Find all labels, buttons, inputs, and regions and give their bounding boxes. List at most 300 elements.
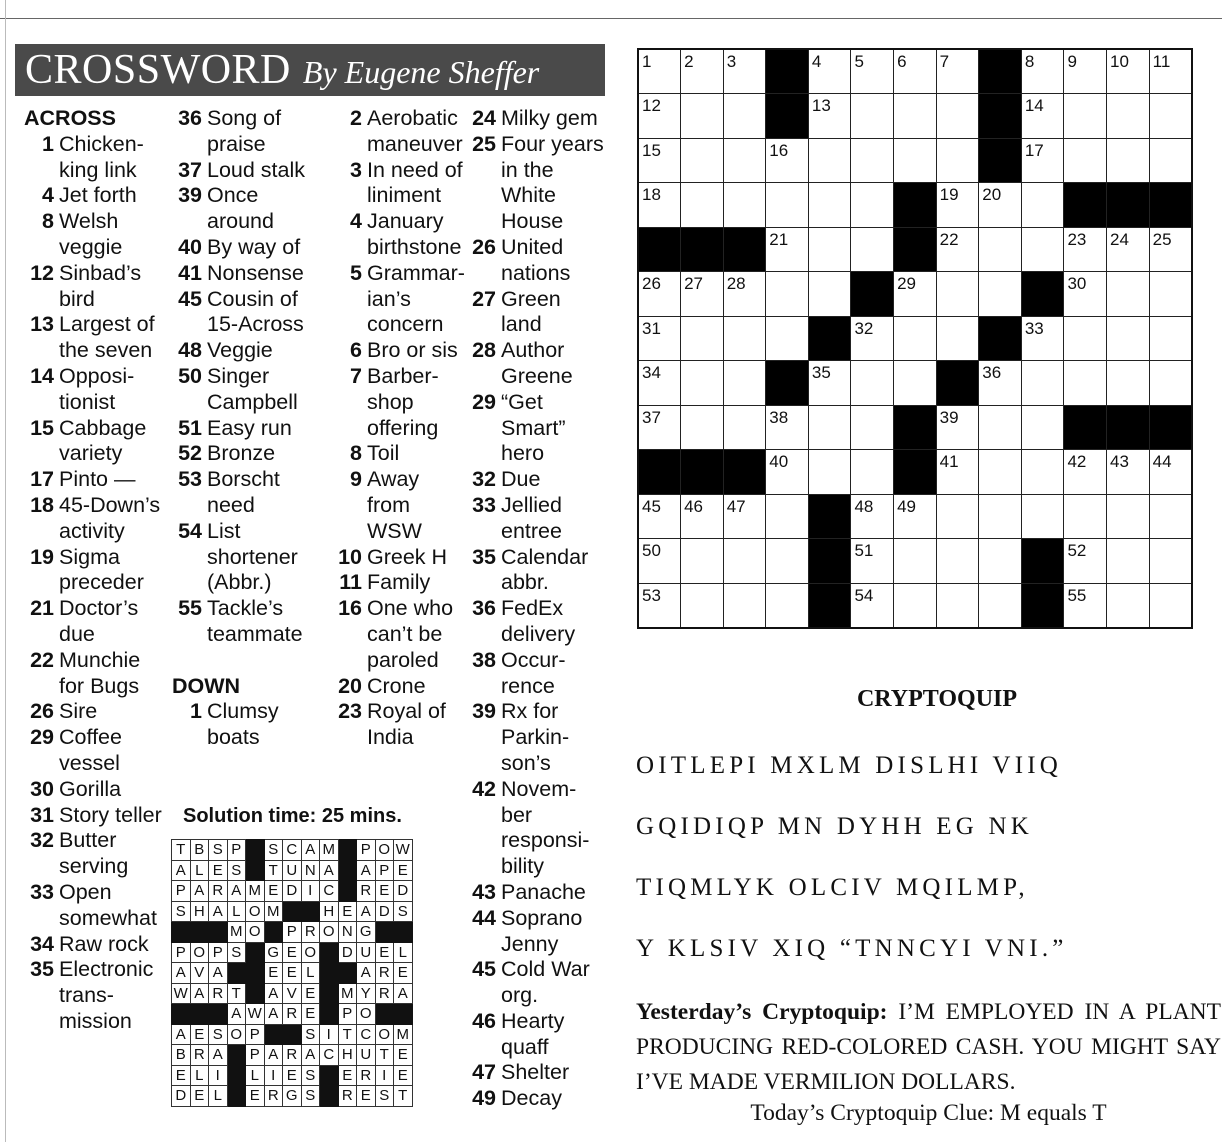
solution-letter: L: [394, 942, 413, 963]
grid-cell[interactable]: [638, 361, 681, 406]
clue-item: [24, 364, 164, 416]
grid-cell[interactable]: [638, 316, 681, 361]
grid-cell[interactable]: [723, 316, 766, 361]
grid-cell[interactable]: [681, 94, 724, 139]
solution-letter: S: [227, 860, 246, 881]
cell-number: 38: [769, 407, 789, 427]
solution-letter: D: [375, 901, 394, 922]
grid-cell[interactable]: [1149, 450, 1192, 495]
grid-cell[interactable]: [894, 494, 937, 539]
solution-letter: P: [246, 1045, 265, 1066]
clue-text: One who can’t be paroled: [367, 596, 454, 672]
clue-number: 36: [472, 596, 496, 621]
grid-cell[interactable]: [723, 361, 766, 406]
black-square: [894, 405, 937, 450]
grid-cell[interactable]: [638, 494, 681, 539]
grid-cell[interactable]: [681, 583, 724, 628]
clue-item: [332, 158, 464, 210]
solution-letter: M: [320, 840, 339, 861]
grid-cell[interactable]: [894, 49, 937, 94]
grid-cell[interactable]: [808, 49, 851, 94]
clue-number: 31: [30, 802, 54, 827]
clue-item: [332, 338, 464, 364]
cell-number: 17: [1024, 140, 1044, 160]
grid-cell[interactable]: [1107, 138, 1150, 183]
grid-cell[interactable]: [851, 138, 894, 183]
clue-item: [332, 364, 464, 441]
grid-cell[interactable]: [936, 227, 979, 272]
clue-item: [24, 416, 164, 468]
grid-cell[interactable]: [1149, 583, 1192, 628]
grid-cell[interactable]: [681, 183, 724, 228]
grid-cell[interactable]: [766, 227, 809, 272]
grid-cell[interactable]: [723, 494, 766, 539]
clue-text: Raw rock: [59, 931, 149, 956]
grid-cell[interactable]: [1021, 494, 1064, 539]
black-square: [681, 227, 724, 272]
solution-letter: A: [209, 901, 228, 922]
grid-cell[interactable]: [1021, 183, 1064, 228]
grid-cell[interactable]: [808, 183, 851, 228]
grid-cell[interactable]: [851, 494, 894, 539]
cell-number: 36: [982, 363, 1002, 382]
clue-text: Sire: [59, 699, 98, 724]
clue-number: 55: [178, 596, 202, 621]
grid-cell[interactable]: [936, 49, 979, 94]
grid-cell[interactable]: [1107, 316, 1150, 361]
grid-cell[interactable]: [766, 138, 809, 183]
grid-cell[interactable]: [851, 405, 894, 450]
solution-letter: P: [172, 881, 191, 902]
grid-cell[interactable]: [1149, 316, 1192, 361]
solution-letter: S: [172, 901, 191, 922]
grid-cell[interactable]: [1021, 227, 1064, 272]
grid-cell[interactable]: [979, 183, 1022, 228]
grid-cell[interactable]: [979, 539, 1022, 584]
grid-cell[interactable]: [638, 94, 681, 139]
grid-cell[interactable]: [1021, 316, 1064, 361]
clue-item: [332, 570, 464, 596]
grid-cell[interactable]: [1149, 539, 1192, 584]
grid-cell[interactable]: [936, 272, 979, 317]
grid-cell[interactable]: [894, 138, 937, 183]
clue-text: Rx for Parkin-son’s: [501, 699, 570, 775]
grid-cell[interactable]: [936, 450, 979, 495]
cell-number: 3: [726, 52, 737, 71]
grid-cell[interactable]: [1107, 272, 1150, 317]
grid-cell[interactable]: [936, 494, 979, 539]
clue-text: Easy run: [207, 415, 292, 440]
grid-cell[interactable]: [851, 583, 894, 628]
grid-cell[interactable]: [808, 227, 851, 272]
grid-cell[interactable]: [894, 539, 937, 584]
solution-letter: E: [283, 963, 302, 984]
solution-black-square: [190, 922, 209, 943]
solution-letter: Y: [357, 983, 376, 1004]
grid-cell[interactable]: [808, 405, 851, 450]
clue-item: [466, 287, 606, 339]
clue-item: [466, 648, 606, 700]
clue-text: Welsh veggie: [59, 209, 123, 259]
clue-text: Decay: [501, 1086, 562, 1111]
clue-number: 36: [178, 106, 202, 130]
clue-number: 53: [178, 467, 202, 492]
grid-cell[interactable]: [979, 494, 1022, 539]
clue-text: Sigma preceder: [59, 544, 144, 595]
grid-cell[interactable]: [1107, 94, 1150, 139]
solution-letter: L: [301, 963, 320, 984]
solution-letter: R: [209, 881, 228, 902]
solution-letter: I: [301, 881, 320, 902]
solution-black-square: [246, 983, 265, 1004]
grid-cell[interactable]: [808, 272, 851, 317]
grid-cell[interactable]: [1149, 494, 1192, 539]
clue-number: 15: [30, 415, 54, 440]
cell-number: 7: [939, 52, 950, 71]
grid-cell[interactable]: [1107, 450, 1150, 495]
grid-cell[interactable]: [638, 183, 681, 228]
grid-cell[interactable]: [1021, 49, 1064, 94]
grid-cell[interactable]: [851, 94, 894, 139]
grid-cell[interactable]: [681, 49, 724, 94]
solution-letter: E: [394, 1065, 413, 1086]
grid-cell[interactable]: [1149, 227, 1192, 272]
clue-number: 21: [30, 596, 54, 621]
solution-black-square: [172, 1004, 191, 1025]
grid-cell[interactable]: [723, 583, 766, 628]
grid-cell[interactable]: [1107, 227, 1150, 272]
cell-number: 27: [684, 274, 704, 293]
clue-item: [466, 235, 606, 287]
grid-cell[interactable]: [723, 49, 766, 94]
clue-item: [172, 364, 322, 416]
clue-text: Soprano Jenny: [501, 905, 583, 956]
grid-cell[interactable]: [1107, 539, 1150, 584]
clue-number: 32: [30, 828, 54, 853]
cell-number: 5: [854, 52, 864, 71]
grid-cell[interactable]: [1064, 539, 1107, 584]
clue-text: FedEx delivery: [501, 596, 576, 646]
grid-cell[interactable]: [936, 539, 979, 584]
cell-number: 22: [939, 229, 959, 249]
clue-number: 34: [30, 931, 54, 956]
grid-cell[interactable]: [979, 272, 1022, 317]
clue-number: 2: [350, 106, 362, 130]
grid-cell[interactable]: [1149, 49, 1192, 94]
grid-cell[interactable]: [979, 405, 1022, 450]
grid-cell[interactable]: [723, 272, 766, 317]
crossword-grid: [637, 48, 1193, 629]
grid-cell[interactable]: [894, 272, 937, 317]
cell-number: 45: [642, 496, 661, 516]
grid-cell[interactable]: [766, 450, 809, 495]
cell-number: 29: [897, 274, 916, 293]
grid-cell[interactable]: [638, 272, 681, 317]
grid-cell[interactable]: [936, 138, 979, 183]
grid-cell[interactable]: [1021, 94, 1064, 139]
grid-cell[interactable]: [681, 361, 724, 406]
grid-cell[interactable]: [936, 94, 979, 139]
grid-cell[interactable]: [638, 539, 681, 584]
clue-item: [466, 545, 606, 597]
solution-grid: [171, 839, 413, 1107]
solution-letter: C: [283, 840, 302, 861]
clue-number: 10: [338, 544, 362, 569]
grid-cell[interactable]: [808, 138, 851, 183]
grid-cell[interactable]: [1064, 494, 1107, 539]
cell-number: 43: [1110, 452, 1129, 471]
clue-item: [24, 545, 164, 597]
solution-letter: E: [246, 1086, 265, 1107]
grid-cell[interactable]: [1021, 361, 1064, 406]
clue-number: 3: [350, 157, 362, 182]
grid-cell[interactable]: [766, 583, 809, 628]
clue-item: [24, 803, 164, 829]
grid-cell[interactable]: [1149, 138, 1192, 183]
cell-number: 33: [1024, 318, 1044, 338]
grid-cell[interactable]: [1064, 450, 1107, 495]
clue-text: Family: [367, 570, 431, 595]
grid-cell[interactable]: [723, 539, 766, 584]
grid-cell[interactable]: [681, 494, 724, 539]
cell-number: 18: [642, 185, 661, 204]
solution-letter: E: [301, 983, 320, 1004]
solution-letter: R: [264, 1086, 283, 1107]
clue-number: 22: [30, 647, 54, 672]
grid-cell[interactable]: [766, 405, 809, 450]
grid-cell[interactable]: [851, 49, 894, 94]
grid-cell[interactable]: [894, 361, 937, 406]
solution-black-square: [209, 922, 228, 943]
grid-cell[interactable]: [936, 316, 979, 361]
solution-letter: A: [357, 963, 376, 984]
grid-cell[interactable]: [979, 450, 1022, 495]
grid-cell[interactable]: [1149, 94, 1192, 139]
grid-cell[interactable]: [638, 583, 681, 628]
grid-cell[interactable]: [979, 361, 1022, 406]
clue-number: 11: [339, 570, 362, 595]
solution-letter: E: [375, 881, 394, 902]
clue-item: [466, 957, 606, 1009]
grid-cell[interactable]: [638, 49, 681, 94]
grid-cell[interactable]: [681, 539, 724, 584]
clue-item: [466, 390, 606, 467]
clue-text: Cousin of 15-Across: [207, 286, 304, 337]
grid-cell[interactable]: [808, 450, 851, 495]
grid-cell[interactable]: [851, 183, 894, 228]
grid-cell[interactable]: [894, 94, 937, 139]
cell-number: 42: [1067, 452, 1087, 471]
clue-item: [332, 467, 464, 544]
solution-letter: E: [172, 1065, 191, 1086]
solution-black-square: [264, 1024, 283, 1045]
grid-cell[interactable]: [894, 316, 937, 361]
solution-letter: S: [264, 840, 283, 861]
clue-text: Cold War org.: [501, 957, 590, 1008]
solution-letter: E: [209, 860, 228, 881]
clue-text: Gorilla: [59, 776, 122, 801]
black-square: [766, 49, 809, 94]
grid-cell[interactable]: [936, 183, 979, 228]
grid-cell[interactable]: [766, 272, 809, 317]
grid-cell[interactable]: [681, 316, 724, 361]
grid-cell[interactable]: [1107, 361, 1150, 406]
black-square: [808, 494, 851, 539]
solution-letter: A: [264, 983, 283, 1004]
grid-cell[interactable]: [851, 539, 894, 584]
clue-item: [332, 699, 464, 751]
solution-letter: S: [209, 840, 228, 861]
clue-number: 26: [472, 234, 496, 259]
cell-number: 10: [1110, 52, 1129, 71]
grid-cell[interactable]: [851, 316, 894, 361]
solution-black-square: [227, 1045, 246, 1066]
clue-item: [466, 467, 606, 493]
grid-cell[interactable]: [1107, 583, 1150, 628]
black-square: [936, 361, 979, 406]
clue-text: Panache: [501, 879, 586, 904]
grid-cell[interactable]: [723, 183, 766, 228]
clue-number: 44: [472, 905, 496, 930]
grid-cell[interactable]: [851, 227, 894, 272]
grid-cell[interactable]: [979, 227, 1022, 272]
grid-cell[interactable]: [723, 94, 766, 139]
clue-text: Jellied entree: [501, 492, 562, 543]
grid-cell[interactable]: [1107, 49, 1150, 94]
clue-number: 27: [472, 286, 496, 311]
clue-number: 25: [472, 131, 496, 156]
grid-cell[interactable]: [1107, 494, 1150, 539]
grid-cell[interactable]: [1149, 361, 1192, 406]
solution-letter: I: [320, 1024, 339, 1045]
solution-black-square: [190, 1004, 209, 1025]
solution-letter: H: [320, 901, 339, 922]
grid-cell[interactable]: [936, 583, 979, 628]
grid-cell[interactable]: [1064, 361, 1107, 406]
grid-cell[interactable]: [1149, 272, 1192, 317]
black-square: [1021, 272, 1064, 317]
clue-number: 51: [178, 415, 202, 440]
solution-letter: V: [283, 983, 302, 1004]
grid-cell[interactable]: [681, 405, 724, 450]
cell-number: 31: [642, 318, 661, 338]
cell-number: 50: [642, 541, 661, 560]
clue-item: [172, 338, 322, 364]
solution-letter: L: [209, 1086, 228, 1107]
solution-letter: L: [246, 1065, 265, 1086]
grid-cell[interactable]: [1064, 138, 1107, 183]
clue-text: Butter serving: [59, 828, 129, 879]
grid-cell[interactable]: [766, 316, 809, 361]
grid-cell[interactable]: [808, 94, 851, 139]
cryptoquip-line-2: GQIDIQP MN DYHH EG NK: [636, 813, 1033, 840]
grid-cell[interactable]: [851, 450, 894, 495]
black-square: [894, 450, 937, 495]
black-square: [979, 49, 1022, 94]
grid-cell[interactable]: [1064, 49, 1107, 94]
cell-number: 9: [1067, 52, 1077, 71]
solution-letter: D: [338, 942, 357, 963]
clue-text: Sinbad’s bird: [59, 260, 142, 311]
clue-text: Cabbage variety: [59, 415, 147, 466]
cell-number: 32: [854, 318, 874, 338]
grid-cell[interactable]: [979, 583, 1022, 628]
clue-column-2: [172, 106, 322, 751]
grid-cell[interactable]: [1064, 583, 1107, 628]
clue-item: [332, 261, 464, 338]
clue-item: [24, 183, 164, 209]
grid-cell[interactable]: [638, 138, 681, 183]
grid-cell[interactable]: [638, 405, 681, 450]
grid-cell[interactable]: [1021, 405, 1064, 450]
solution-letter: P: [375, 860, 394, 881]
grid-cell[interactable]: [1064, 227, 1107, 272]
grid-cell[interactable]: [1021, 138, 1064, 183]
grid-cell[interactable]: [894, 583, 937, 628]
clue-text: Open somewhat: [59, 879, 157, 930]
black-square: [979, 316, 1022, 361]
solution-letter: A: [190, 881, 209, 902]
clue-number: 17: [30, 467, 54, 492]
clue-item: [24, 493, 164, 545]
clue-text: Loud stalk: [207, 157, 306, 182]
clue-item: [332, 209, 464, 261]
clue-number: 18: [30, 492, 54, 517]
black-square: [808, 583, 851, 628]
solution-black-square: [209, 1004, 228, 1025]
cell-number: 12: [642, 96, 661, 115]
solution-letter: E: [301, 1004, 320, 1025]
grid-cell[interactable]: [766, 539, 809, 584]
grid-cell[interactable]: [766, 183, 809, 228]
clue-number: 43: [472, 879, 496, 904]
grid-cell[interactable]: [808, 361, 851, 406]
cell-number: 26: [642, 274, 661, 293]
cell-number: 21: [769, 229, 789, 249]
clue-text: 45-Down’s activity: [59, 492, 161, 543]
grid-cell[interactable]: [766, 494, 809, 539]
grid-cell[interactable]: [723, 405, 766, 450]
grid-cell[interactable]: [851, 361, 894, 406]
clue-text: Green land: [501, 286, 561, 337]
solution-letter: E: [283, 942, 302, 963]
grid-cell[interactable]: [1064, 316, 1107, 361]
solution-letter: V: [190, 963, 209, 984]
clue-text: Largest of the seven: [59, 312, 155, 363]
grid-cell[interactable]: [1064, 272, 1107, 317]
grid-cell[interactable]: [1021, 450, 1064, 495]
grid-cell[interactable]: [723, 138, 766, 183]
clue-item: [24, 777, 164, 803]
solution-black-square: [320, 1086, 339, 1107]
solution-black-square: [338, 840, 357, 861]
cell-number: 51: [854, 541, 874, 560]
grid-cell[interactable]: [681, 272, 724, 317]
clue-column-4: [466, 106, 606, 1112]
cell-number: 1: [642, 52, 652, 71]
grid-cell[interactable]: [1064, 94, 1107, 139]
clue-item: [466, 699, 606, 776]
cell-number: 52: [1067, 541, 1087, 560]
solution-letter: R: [283, 1004, 302, 1025]
solution-letter: A: [264, 1004, 283, 1025]
cell-number: 4: [811, 52, 822, 71]
clue-number: 32: [472, 467, 496, 492]
grid-cell[interactable]: [681, 138, 724, 183]
grid-cell[interactable]: [936, 405, 979, 450]
solution-letter: A: [357, 860, 376, 881]
yesterday-label: Yesterday’s Cryptoquip:: [636, 999, 888, 1025]
